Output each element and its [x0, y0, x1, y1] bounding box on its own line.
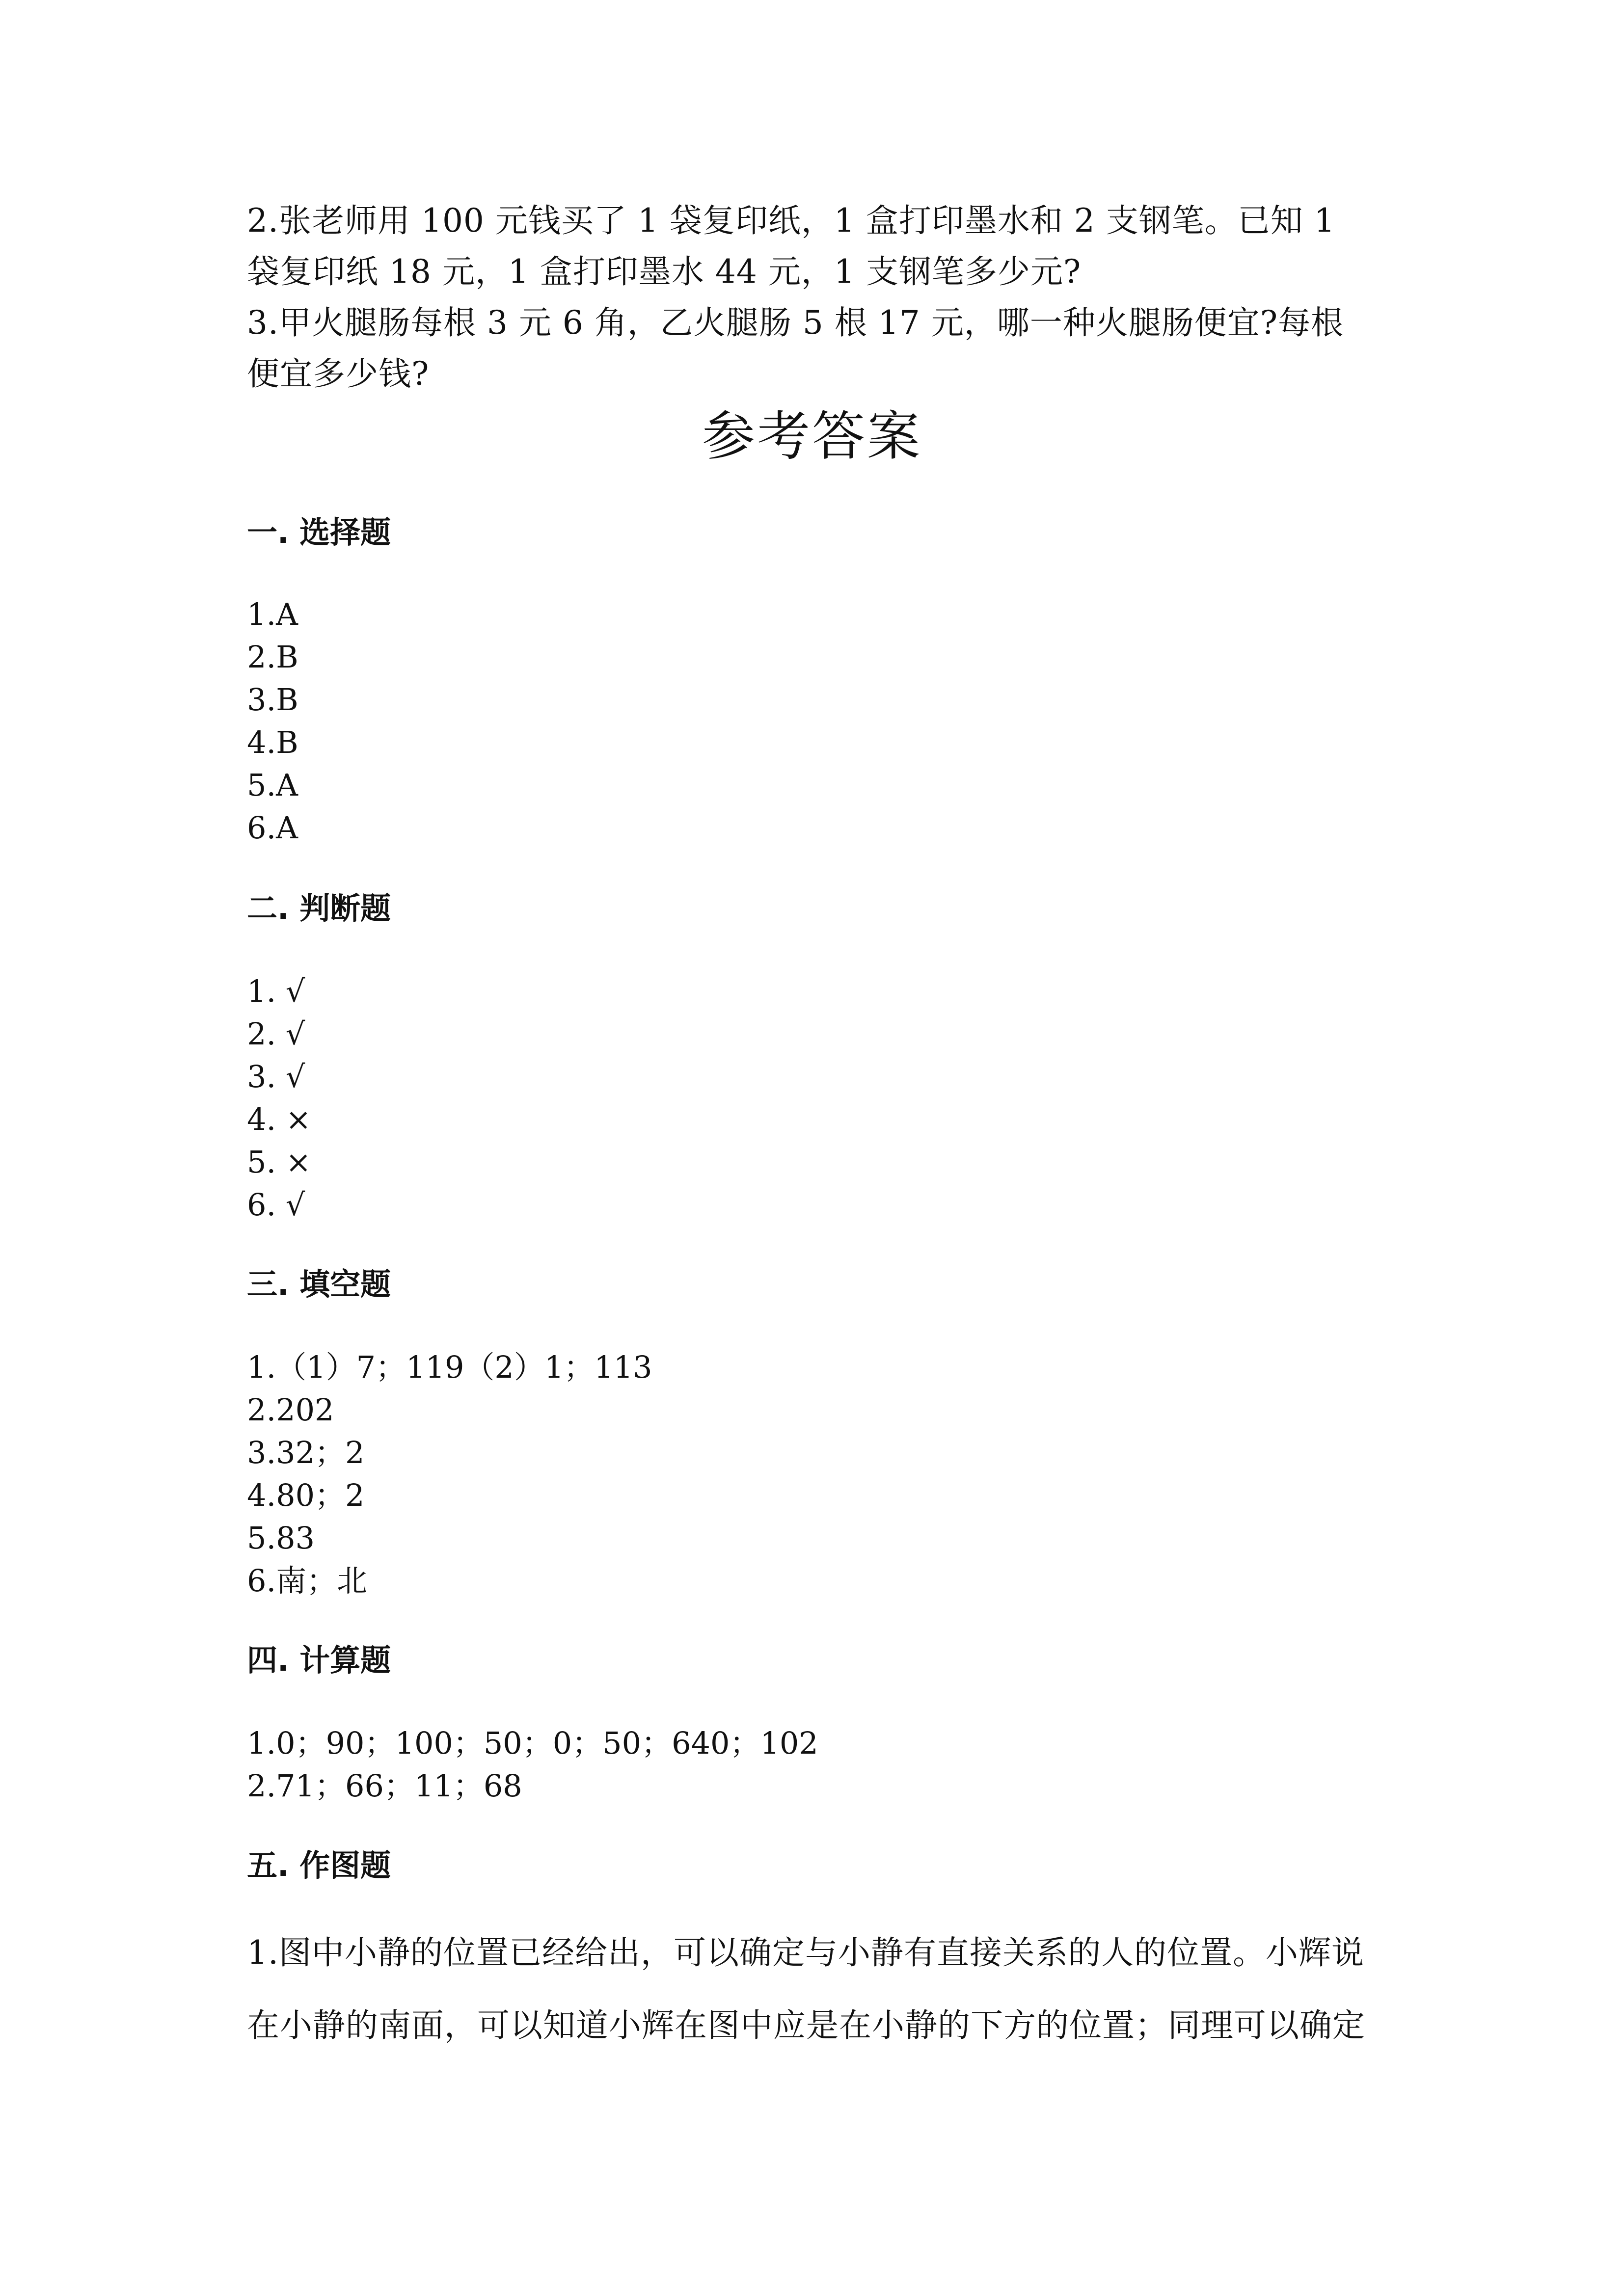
- answer-list-fill-blank: [247, 1346, 652, 1602]
- problem-2: 2.张老师用 100 元钱买了 1 袋复印纸，1 盒打印墨水和 2 支钢笔。已知 1 袋复印纸 18 元，1 盒打印墨水 44 元，1 支钢笔多少元?: [247, 202, 1335, 291]
- answer-list-judgment: [247, 970, 311, 1226]
- answer-item: 4.80；2: [247, 1477, 365, 1513]
- drawing-explanation: 1.图中小静的位置已经给出，可以确定与小静有直接关系的人的位置。小辉说在小静的南面，可以知道小辉在图中应是在小静的下方的位置；同理可以确定: [247, 1934, 1365, 2044]
- answer-item: 2.71；66；11；68: [247, 1768, 522, 1804]
- answer-item: 5.83: [247, 1520, 315, 1556]
- answer-item: 1.（1）7；119（2）1；113: [247, 1349, 652, 1385]
- answer-item: 6. √: [247, 1187, 305, 1223]
- answer-item: 4. ×: [247, 1101, 311, 1137]
- section-heading-fill-blank: 三. 填空题: [247, 1266, 391, 1302]
- answer-title: 参考答案: [702, 406, 922, 467]
- answer-item: 3. √: [247, 1059, 305, 1095]
- answer-item: 2.B: [247, 639, 298, 675]
- answer-item: 3.32；2: [247, 1435, 365, 1470]
- section-heading-judgment: 二. 判断题: [247, 890, 391, 926]
- section-heading-calculation: 四. 计算题: [247, 1642, 391, 1678]
- answer-list-calculation: [247, 1722, 818, 1807]
- answer-item: 6.南；北: [247, 1563, 368, 1599]
- answer-item: 1.A: [247, 596, 298, 632]
- answer-item: 1.0；90；100；50；0；50；640；102: [247, 1725, 818, 1761]
- answer-item: 5. ×: [247, 1144, 311, 1180]
- problem-3: 3.甲火腿肠每根 3 元 6 角，乙火腿肠 5 根 17 元，哪一种火腿肠便宜?每根便宜多少钱?: [247, 304, 1344, 393]
- section-heading-drawing: 五. 作图题: [247, 1847, 391, 1883]
- answer-item: 1. √: [247, 973, 305, 1009]
- answer-list-choice: [247, 593, 298, 849]
- problem-list: [247, 195, 1376, 400]
- answer-item: 2.202: [247, 1392, 334, 1428]
- answer-item: 6.A: [247, 810, 298, 846]
- section-heading-choice: 一. 选择题: [247, 514, 391, 550]
- answer-item: 4.B: [247, 724, 298, 760]
- answer-item: 3.B: [247, 682, 298, 718]
- answer-item: 2. √: [247, 1016, 305, 1052]
- answer-item: 5.A: [247, 767, 298, 803]
